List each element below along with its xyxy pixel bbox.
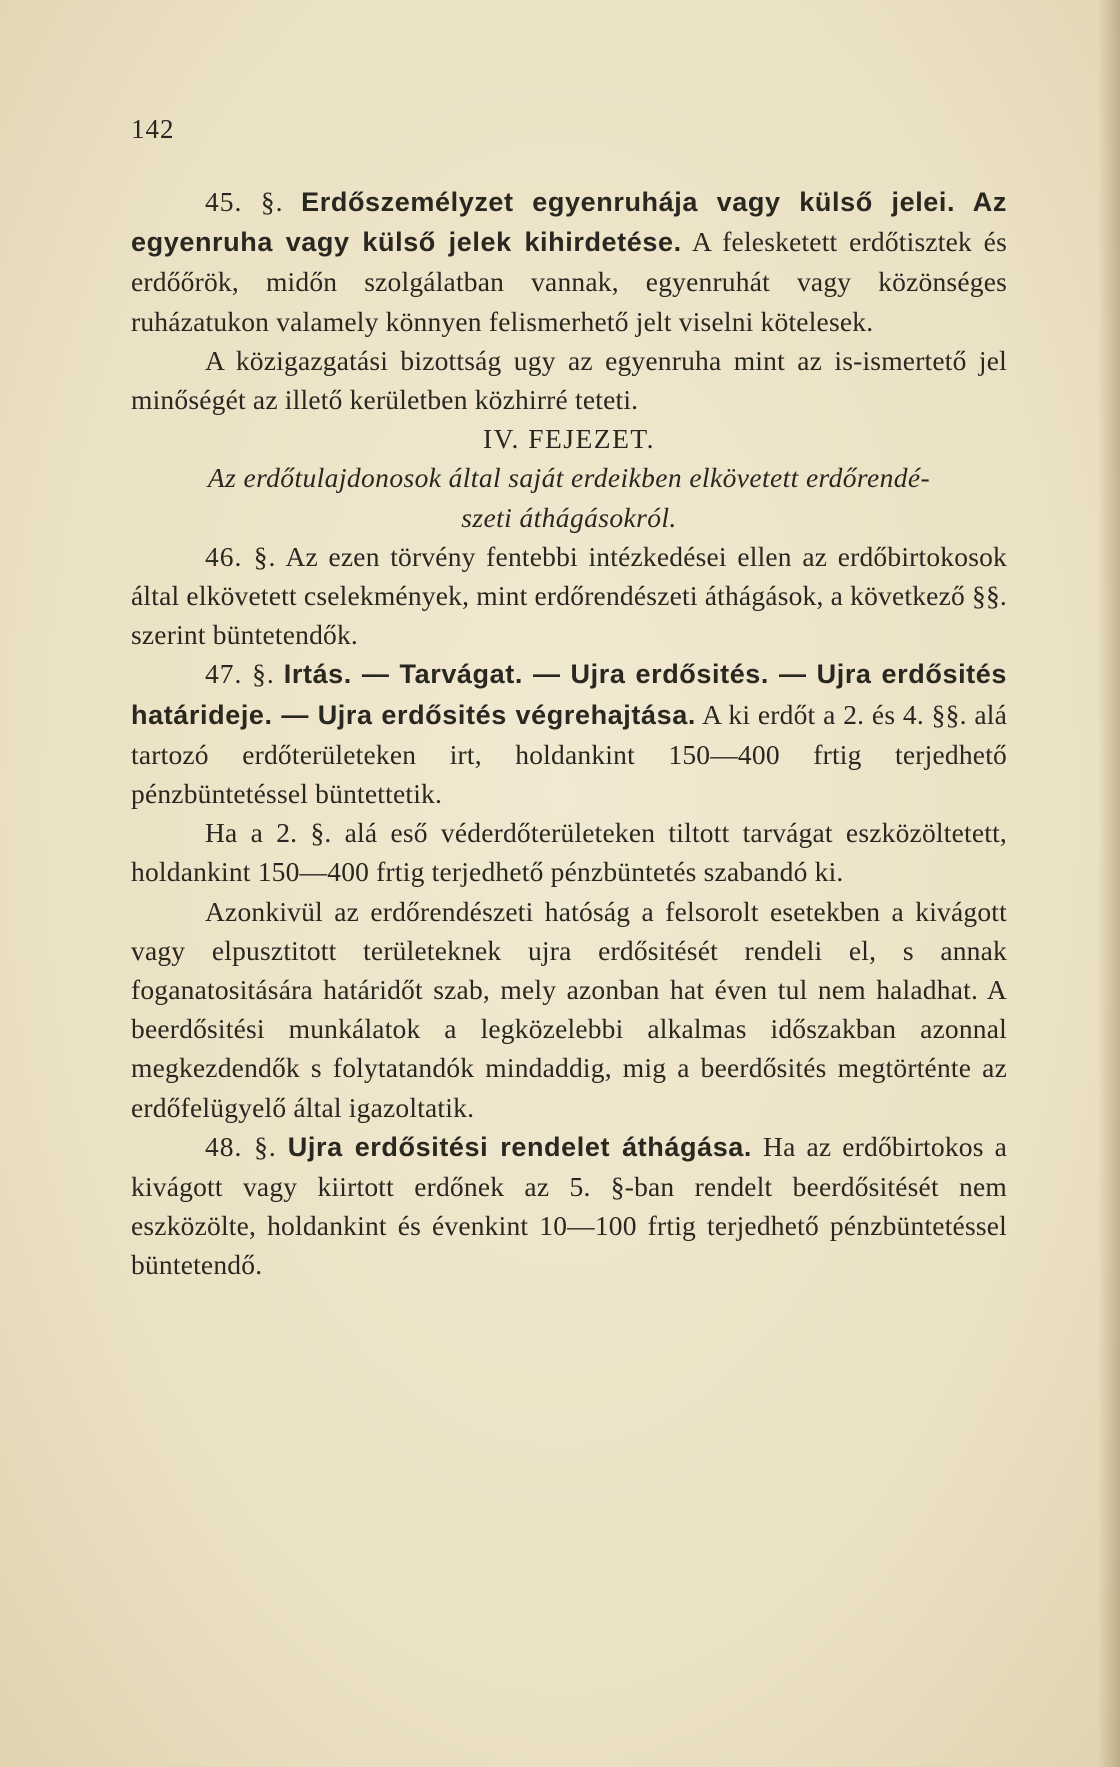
section-text: A felesketett erdőtisztek és erdőőrök, midőn szolgálatban vannak, egyenruhát vagy közönséges ruházatukon valamely könnyen felismerhető jelt viselni kötelesek. — [131, 226, 1007, 337]
section-text: Az ezen törvény fentebbi intézkedései ellen az erdőbirtokosok által elkövetett cselekmények, mint erdőrendészeti áthágások, a következő §§. szerint büntetendők. — [131, 540, 1008, 651]
section-number: 48. §. — [205, 1130, 277, 1162]
paragraph: Azonkivül az erdőrendészeti hatóság a felsorolt esetekben a kivágott vagy elpusztitott területeknek ujra erdősitését rendeli el, s annak foganatositására határidőt szab, mely azonban hat éven tul nem haladhat. A beerdősitési munkálatok a legközelebbi alkalmas időszakban azonnal megkezdendők s folytatandók mindaddig, mig a beerdősités megtörténte az erdőfelügyelő által igazoltatik. — [131, 895, 1007, 1123]
section-heading: Erdőszemélyzet egyenruhája vagy külső jelei. Az egyenruha vagy külső jelek kihirdetése. — [131, 187, 1008, 258]
chapter-title: IV. FEJEZET. — [482, 423, 656, 455]
section-heading: Irtás. — Tarvágat. — Ujra erdősités. — Ujra erdősités határideje. — Ujra erdősités végrehajtása. — [131, 659, 1008, 730]
section-text: Ha az erdőbirtokos a kivágott vagy kiirtott erdőnek az 5. §-ban rendelt beerdősitését nem eszközölte, holdankint és évenkint 10—100 frtig terjedhető pénzbüntetéssel büntetendő. — [131, 1130, 1008, 1281]
paragraph: Ha a 2. §. alá eső véderdőterületeken tiltott tarvágat eszközöltetett, holdankint 150—400 frtig terjedhető pénzbüntetés szabandó ki. — [131, 817, 1007, 888]
section-number: 47. §. — [205, 658, 275, 690]
section-text: A ki erdőt a 2. és 4. §§. alá tartozó erdőterületeken irt, holdankint 150—400 frtig terjedhető pénzbüntetéssel büntettetik. — [131, 698, 1007, 810]
section-number: 46. §. — [205, 540, 277, 572]
section-number: 45. §. — [205, 186, 284, 217]
chapter-subtitle — [131, 458, 1007, 536]
page-edge-shadow — [1098, 0, 1120, 1767]
section-47 — [131, 654, 1007, 813]
paragraph: A közigazgatási bizottság ugy az egyenruha mint az is-ismertető jel minőségét az illető kerületben közhirré teteti. — [131, 344, 1007, 416]
page-content — [131, 182, 1007, 1285]
chapter-subtitle-line: szeti áthágásokról. — [461, 501, 677, 533]
page-number: 142 — [131, 114, 175, 144]
chapter-subtitle-line: Az erdőtulajdonosok által saját erdeikben elkövetett erdőrendé- — [207, 462, 931, 494]
section-45 — [131, 182, 1007, 341]
section-heading: Ujra erdősitési rendelet áthágása. — [287, 1131, 753, 1162]
section-46 — [131, 537, 1007, 655]
section-48 — [131, 1127, 1007, 1285]
